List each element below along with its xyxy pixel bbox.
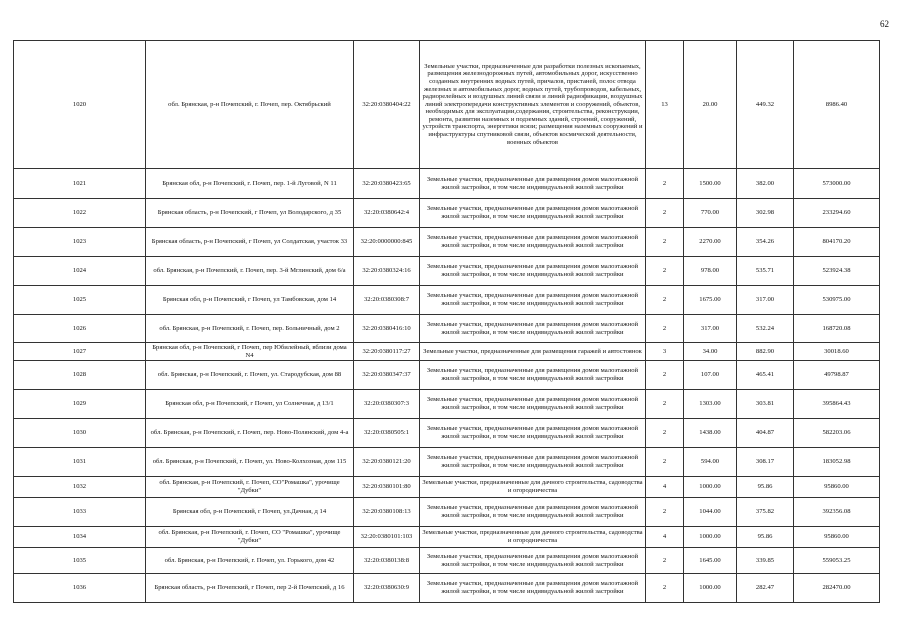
row-category-code: 2 — [646, 286, 684, 315]
row-cadastral-value: 523924.38 — [794, 257, 880, 286]
row-specific-value: 382.00 — [737, 169, 794, 199]
row-cadastral-number: 32:20:0380101:103 — [354, 527, 420, 548]
row-permitted-use: Земельные участки, предназначенные для дачного строительства, садоводства и огородничества — [420, 477, 646, 498]
row-area: 107.00 — [684, 361, 737, 390]
row-specific-value: 339.85 — [737, 548, 794, 574]
row-specific-value: 282.47 — [737, 574, 794, 603]
row-area: 1000.00 — [684, 574, 737, 603]
row-number: 1035 — [14, 548, 146, 574]
row-number: 1022 — [14, 199, 146, 228]
row-specific-value: 308.17 — [737, 448, 794, 477]
row-permitted-use: Земельные участки, предназначенные для размещения домов малоэтажной жилой застройки, в том числе индивидуальной жилой застройки — [420, 286, 646, 315]
row-cadastral-number: 32:20:0380630:9 — [354, 574, 420, 603]
row-category-code: 2 — [646, 361, 684, 390]
row-permitted-use: Земельные участки, предназначенные для размещения домов малоэтажной жилой застройки, в том числе индивидуальной жилой застройки — [420, 169, 646, 199]
row-cadastral-value: 30018.60 — [794, 343, 880, 361]
row-number: 1028 — [14, 361, 146, 390]
row-number: 1029 — [14, 390, 146, 419]
row-category-code: 2 — [646, 498, 684, 527]
row-cadastral-value: 183052.98 — [794, 448, 880, 477]
row-cadastral-number: 32:20:0000000:845 — [354, 228, 420, 257]
row-cadastral-value: 804170.20 — [794, 228, 880, 257]
row-area: 1044.00 — [684, 498, 737, 527]
row-specific-value: 317.00 — [737, 286, 794, 315]
row-category-code: 2 — [646, 169, 684, 199]
row-specific-value: 375.82 — [737, 498, 794, 527]
row-address: обл. Брянская, р-н Почепский, г. Почеп, пер. 3-й Мглинский, дом 6/а — [146, 257, 354, 286]
row-number: 1032 — [14, 477, 146, 498]
row-cadastral-number: 32:20:0380307:3 — [354, 390, 420, 419]
row-area: 770.00 — [684, 199, 737, 228]
row-area: 1000.00 — [684, 527, 737, 548]
table-row — [14, 419, 880, 448]
row-area: 978.00 — [684, 257, 737, 286]
row-specific-value: 95.86 — [737, 477, 794, 498]
table-row — [14, 527, 880, 548]
row-permitted-use: Земельные участки, предназначенные для размещения домов малоэтажной жилой застройки, в том числе индивидуальной жилой застройки — [420, 361, 646, 390]
row-area: 1500.00 — [684, 169, 737, 199]
row-category-code: 2 — [646, 419, 684, 448]
row-area: 1438.00 — [684, 419, 737, 448]
row-address: обл. Брянская, р-н Почепский, г. Почеп, ул. Стародубская, дом 88 — [146, 361, 354, 390]
row-number: 1024 — [14, 257, 146, 286]
row-category-code: 2 — [646, 574, 684, 603]
row-number: 1020 — [14, 41, 146, 169]
row-cadastral-number: 32:20:0380324:16 — [354, 257, 420, 286]
row-cadastral-value: 8986.40 — [794, 41, 880, 169]
row-cadastral-number: 32:20:0380642:4 — [354, 199, 420, 228]
row-permitted-use: Земельные участки, предназначенные для разработки полезных ископаемых, размещения железнодорожных путей, автомобильных дорог, искусственно созданных внутренних водных путей, причалов, пристаней, полос отвода железных и автомобильных дорог, водных путей, трубопроводов, кабельных, радиорелейных и воздушных линий связи и линий радиофикации, воздушных линий электропередачи конструктивных элементов и сооружений, объектов, необходимых для эксплуатации,содержания, строительства, реконструкции, ремонта, развития наземных и подземных зданий, строений, сооружений, устройств транспорта, энергетики всязи; размещения наземных сооружений и инфраструктуры спутниковой связи, объектов космической деятельности, военных объектов — [420, 41, 646, 169]
row-specific-value: 882.90 — [737, 343, 794, 361]
row-cadastral-value: 559053.25 — [794, 548, 880, 574]
row-permitted-use: Земельные участки, предназначенные для размещения домов малоэтажной жилой застройки, в том числе индивидуальной жилой застройки — [420, 448, 646, 477]
row-cadastral-value: 530975.00 — [794, 286, 880, 315]
row-specific-value: 449.32 — [737, 41, 794, 169]
row-cadastral-number: 32:20:0380505:1 — [354, 419, 420, 448]
row-specific-value: 303.81 — [737, 390, 794, 419]
row-number: 1030 — [14, 419, 146, 448]
table-row — [14, 286, 880, 315]
row-specific-value: 404.87 — [737, 419, 794, 448]
row-specific-value: 302.98 — [737, 199, 794, 228]
row-address: обл. Брянская, р-н Почепский, г. Почеп, СО "Ромашка", урочище "Дубки" — [146, 527, 354, 548]
row-permitted-use: Земельные участки, предназначенные для размещения домов малоэтажной жилой застройки, в том числе индивидуальной жилой застройки — [420, 419, 646, 448]
row-address: Брянская область, р-н Почепский, г Почеп, пер 2-й Почепский, д 16 — [146, 574, 354, 603]
row-cadastral-number: 32:20:0380416:10 — [354, 315, 420, 343]
table-body — [14, 41, 880, 603]
row-cadastral-number: 32:20:0380121:20 — [354, 448, 420, 477]
row-address: Брянская обл, р-н Почепский, г. Почеп, пер. 1-й Луговой, N 11 — [146, 169, 354, 199]
row-permitted-use: Земельные участки, предназначенные для размещения гаражей и автостоянок — [420, 343, 646, 361]
row-address: Брянская обл, р-н Почепский, г Почеп, пер Юбилейный, вблизи дома N4 — [146, 343, 354, 361]
table-row — [14, 477, 880, 498]
row-number: 1027 — [14, 343, 146, 361]
table-row — [14, 315, 880, 343]
row-cadastral-value: 282470.00 — [794, 574, 880, 603]
row-area: 594.00 — [684, 448, 737, 477]
row-category-code: 2 — [646, 228, 684, 257]
row-area: 34.00 — [684, 343, 737, 361]
row-category-code: 3 — [646, 343, 684, 361]
row-category-code: 2 — [646, 199, 684, 228]
row-permitted-use: Земельные участки, предназначенные для размещения домов малоэтажной жилой застройки, в том числе индивидуальной жилой застройки — [420, 548, 646, 574]
row-cadastral-value: 49798.87 — [794, 361, 880, 390]
row-address: обл. Брянская, р-н Почепский, г. Почеп, ул. Ново-Колхозная, дом 115 — [146, 448, 354, 477]
row-number: 1023 — [14, 228, 146, 257]
row-cadastral-value: 582203.06 — [794, 419, 880, 448]
page-number: 62 — [880, 19, 889, 29]
row-address: Брянская обл, р-н Почепский, г Почеп, ул Тамбовская, дом 14 — [146, 286, 354, 315]
table-row — [14, 548, 880, 574]
row-area: 317.00 — [684, 315, 737, 343]
row-cadastral-number: 32:20:0380117:27 — [354, 343, 420, 361]
row-area: 2270.00 — [684, 228, 737, 257]
row-address: обл. Брянская, р-н Почепский, г. Почеп, пер. Ново-Полянский, дом 4-а — [146, 419, 354, 448]
row-category-code: 2 — [646, 315, 684, 343]
row-category-code: 13 — [646, 41, 684, 169]
table-row — [14, 169, 880, 199]
row-specific-value: 535.71 — [737, 257, 794, 286]
row-address: Брянская обл, р-н Почепский, г Почеп, ул.Дачная, д 14 — [146, 498, 354, 527]
row-category-code: 4 — [646, 527, 684, 548]
row-area: 1675.00 — [684, 286, 737, 315]
row-number: 1034 — [14, 527, 146, 548]
row-number: 1026 — [14, 315, 146, 343]
row-permitted-use: Земельные участки, предназначенные для размещения домов малоэтажной жилой застройки, в том числе индивидуальной жилой застройки — [420, 257, 646, 286]
land-registry-table — [13, 40, 880, 603]
row-number: 1021 — [14, 169, 146, 199]
row-number: 1036 — [14, 574, 146, 603]
table-row — [14, 41, 880, 169]
row-cadastral-value: 95860.00 — [794, 477, 880, 498]
row-permitted-use: Земельные участки, предназначенные для размещения домов малоэтажной жилой застройки, в том числе индивидуальной жилой застройки — [420, 315, 646, 343]
row-cadastral-number: 32:20:0380308:7 — [354, 286, 420, 315]
row-address: обл. Брянская, р-н Почепский, г. Почеп, ул. Горького, дом 42 — [146, 548, 354, 574]
row-category-code: 2 — [646, 448, 684, 477]
row-category-code: 2 — [646, 390, 684, 419]
row-cadastral-value: 233294.60 — [794, 199, 880, 228]
table-row — [14, 228, 880, 257]
table-row — [14, 343, 880, 361]
row-cadastral-number: 32:20:0380138:8 — [354, 548, 420, 574]
row-specific-value: 532.24 — [737, 315, 794, 343]
row-number: 1033 — [14, 498, 146, 527]
row-cadastral-value: 395864.43 — [794, 390, 880, 419]
row-permitted-use: Земельные участки, предназначенные для размещения домов малоэтажной жилой застройки, в том числе индивидуальной жилой застройки — [420, 574, 646, 603]
row-permitted-use: Земельные участки, предназначенные для размещения домов малоэтажной жилой застройки, в том числе индивидуальной жилой застройки — [420, 498, 646, 527]
row-category-code: 2 — [646, 257, 684, 286]
row-cadastral-value: 573000.00 — [794, 169, 880, 199]
row-cadastral-number: 32:20:0380423:65 — [354, 169, 420, 199]
row-cadastral-number: 32:20:0380108:13 — [354, 498, 420, 527]
row-specific-value: 354.26 — [737, 228, 794, 257]
row-area: 1000.00 — [684, 477, 737, 498]
table-row — [14, 361, 880, 390]
row-address: Брянская обл, р-н Почепский, г Почеп, ул Солнечная, д 13/1 — [146, 390, 354, 419]
row-area: 1645.00 — [684, 548, 737, 574]
row-category-code: 2 — [646, 548, 684, 574]
table-row — [14, 257, 880, 286]
row-cadastral-number: 32:20:0380404:22 — [354, 41, 420, 169]
row-number: 1025 — [14, 286, 146, 315]
row-permitted-use: Земельные участки, предназначенные для размещения домов малоэтажной жилой застройки, в том числе индивидуальной жилой застройки — [420, 228, 646, 257]
table-row — [14, 498, 880, 527]
row-permitted-use: Земельные участки, предназначенные для размещения домов малоэтажной жилой застройки, в том числе индивидуальной жилой застройки — [420, 390, 646, 419]
row-address: обл. Брянская, р-н Почепский, г. Почеп, пер. Больничный, дом 2 — [146, 315, 354, 343]
table-row — [14, 448, 880, 477]
row-cadastral-number: 32:20:0380101:80 — [354, 477, 420, 498]
row-area: 1303.00 — [684, 390, 737, 419]
table-row — [14, 390, 880, 419]
row-number: 1031 — [14, 448, 146, 477]
row-specific-value: 465.41 — [737, 361, 794, 390]
row-address: обл. Брянская, р-н Почепский, г. Почеп, СО"Ромашка", урочище "Дубки" — [146, 477, 354, 498]
row-specific-value: 95.86 — [737, 527, 794, 548]
row-permitted-use: Земельные участки, предназначенные для дачного строительства, садоводства и огородничества — [420, 527, 646, 548]
row-category-code: 4 — [646, 477, 684, 498]
row-cadastral-number: 32:20:0380347:37 — [354, 361, 420, 390]
row-cadastral-value: 95860.00 — [794, 527, 880, 548]
row-area: 20.00 — [684, 41, 737, 169]
table-row — [14, 199, 880, 228]
row-cadastral-value: 168720.08 — [794, 315, 880, 343]
row-permitted-use: Земельные участки, предназначенные для размещения домов малоэтажной жилой застройки, в том числе индивидуальной жилой застройки — [420, 199, 646, 228]
row-address: обл. Брянская, р-н Почепский, г. Почеп, пер. Октябрьский — [146, 41, 354, 169]
row-address: Брянская область, р-н Почепский, г Почеп, ул Солдатская, участок 33 — [146, 228, 354, 257]
table-row — [14, 574, 880, 603]
row-address: Брянская область, р-н Почепский, г Почеп, ул Володарского, д 35 — [146, 199, 354, 228]
row-cadastral-value: 392356.08 — [794, 498, 880, 527]
